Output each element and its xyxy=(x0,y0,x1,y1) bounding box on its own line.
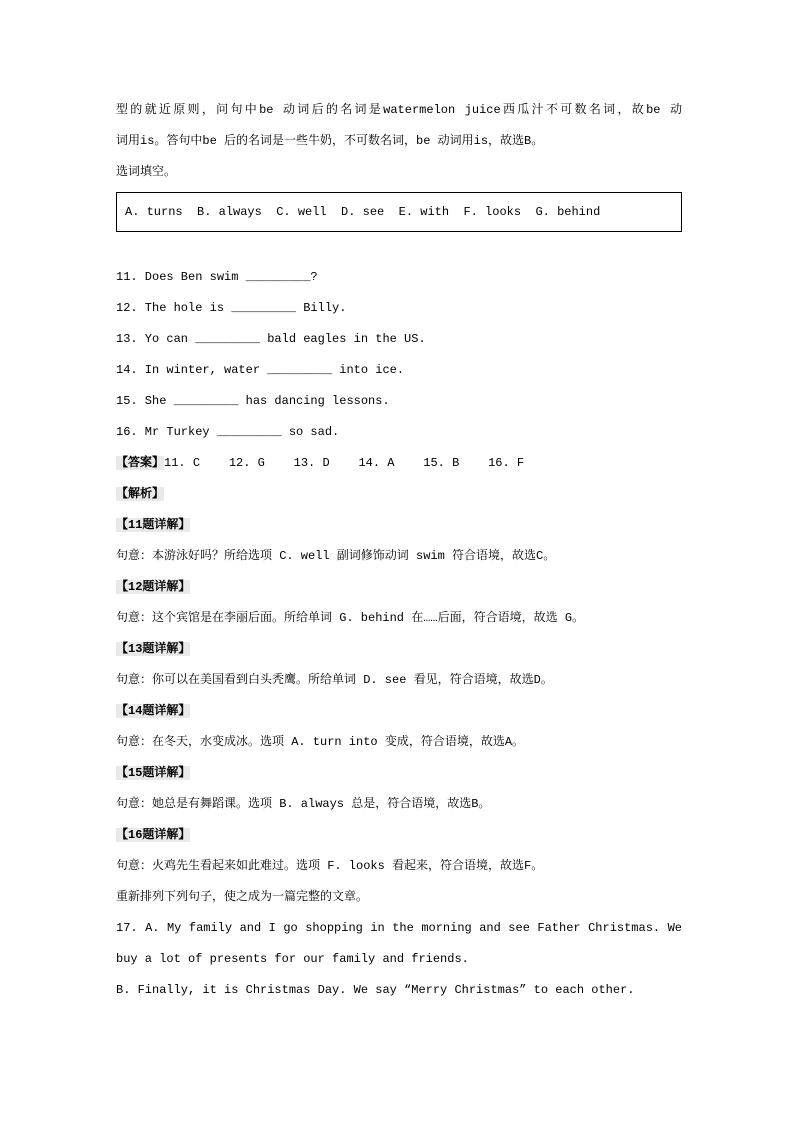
section-title: 选词填空。 xyxy=(116,165,177,179)
rearrange-instruction: 重新排列下列句子，使之成为一篇完整的文章。 xyxy=(116,890,369,904)
analysis-label: 【解析】 xyxy=(116,487,165,501)
analysis-line xyxy=(116,479,682,510)
question-15: 15. She _________ has dancing lessons. xyxy=(116,394,390,408)
item-17-line-3: B. Finally, it is Christmas Day. We say “Merry Christmas” to each other. xyxy=(116,983,635,997)
explanation-14-heading: 【14题详解】 xyxy=(116,704,191,718)
explanation-13-heading: 【13题详解】 xyxy=(116,642,191,656)
answer-values: 11. C 12. G 13. D 14. A 15. B 16. F xyxy=(164,456,525,470)
intro-text-line-2: 词用is。答句中be 后的名词是一些牛奶，不可数名词，be 动词用is，故选B。 xyxy=(116,134,544,148)
question-16: 16. Mr Turkey _________ so sad. xyxy=(116,425,340,439)
item-17-line-2: buy a lot of presents for our family and friends. xyxy=(116,952,469,966)
word-bank-options: A. turns B. always C. well D. see E. with F. looks G. behind xyxy=(125,205,601,219)
explanation-14-body: 句意：在冬天，水变成冰。选项 A. turn into 变成，符合语境，故选A。 xyxy=(116,735,525,749)
explanation-11-heading: 【11题详解】 xyxy=(116,518,191,532)
question-12: 12. The hole is _________ Billy. xyxy=(116,301,347,315)
explanation-11-body: 句意：本游泳好吗？所给选项 C. well 副词修饰动词 swim 符合语境，故选C。 xyxy=(116,549,556,563)
answer-label: 【答案】 xyxy=(116,456,165,470)
explanation-15-heading: 【15题详解】 xyxy=(116,766,191,780)
explanation-13-body: 句意：你可以在美国看到白头秃鹰。所给单词 D. see 看见，符合语境，故选D。 xyxy=(116,673,553,687)
word-bank-box xyxy=(116,192,682,232)
answer-line xyxy=(116,448,682,479)
explanation-16-heading: 【16题详解】 xyxy=(116,828,191,842)
explanation-15-body: 句意：她总是有舞蹈课。选项 B. always 总是，符合语境，故选B。 xyxy=(116,797,491,811)
question-11: 11. Does Ben swim _________? xyxy=(116,270,318,284)
explanation-12-body: 句意：这个宾馆是在李丽后面。所给单词 G. behind 在……后面，符合语境，故选 G。 xyxy=(116,611,585,625)
explanation-16-body: 句意：火鸡先生看起来如此难过。选项 F. looks 看起来，符合语境，故选F。 xyxy=(116,859,544,873)
question-13: 13. Yo can _________ bald eagles in the US. xyxy=(116,332,426,346)
item-17-line-1: 17. A. My family and I go shopping in the morning and see Father Christmas. We xyxy=(116,921,682,935)
question-14: 14. In winter, water _________ into ice. xyxy=(116,363,405,377)
explanation-12-heading: 【12题详解】 xyxy=(116,580,191,594)
intro-text-line-1: 型的就近原则，问句中be 动词后的名词是watermelon juice西瓜汁不可数名词，故be 动 xyxy=(116,103,682,117)
